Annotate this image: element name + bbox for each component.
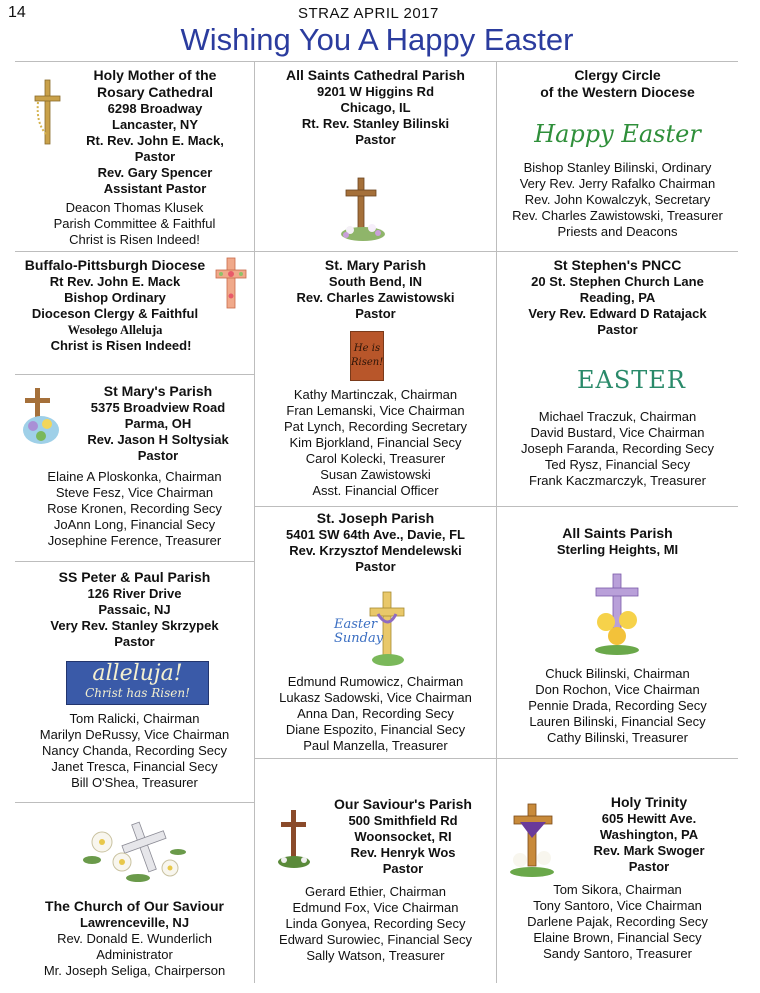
member-line: Anna Dan, Recording Secy [297,706,454,721]
member-line: Linda Gonyea, Recording Secy [285,916,466,931]
member-line: Priests and Deacons [557,224,678,239]
he-is-risen-badge [350,331,384,381]
parish-name: All Saints Parish [562,525,673,541]
pastor-role: Pastor [355,306,396,321]
member-line: Joseph Faranda, Recording Secy [521,441,714,456]
pastor-name: Rev. Donald E. Wunderlich [57,931,212,946]
parish-city: Lawrenceville, NJ [79,915,190,930]
art-text: Easter [334,617,378,632]
member-line: Edmund Fox, Vice Chairman [292,900,459,915]
group-name: of the Western Diocese [540,84,695,100]
member-line: Josephine Ference, Treasurer [47,533,222,548]
pastor-role: Administrator [96,947,173,962]
badge-text: He is [353,343,381,354]
parish-city: Woonsocket, RI [354,829,452,844]
badge-text: Risen! [351,357,384,368]
member-line: Tony Santoro, Vice Chairman [533,898,702,913]
divider [15,561,254,562]
member-line: Diane Espozito, Financial Secy [285,722,466,737]
member-line: David Bustard, Vice Chairman [530,425,705,440]
st-mary-parma-members [15,469,254,549]
divider [15,61,738,62]
member-line: Sandy Santoro, Treasurer [543,946,692,961]
pastor-name: Rt. Rev. John E. Mack, [86,133,224,148]
pastor-name: Very Rev. Edward D Ratajack [528,306,707,321]
member-line: Rev. Charles Zawistowski, Treasurer [512,208,723,223]
member-line: Ted Rysz, Financial Secy [544,457,691,472]
parish-name: The Church of Our Saviour [45,898,224,914]
member-line: Lauren Bilinski, Financial Secy [529,714,706,729]
cross-with-flowers-icon [17,386,65,446]
member-line: Janet Tresca, Financial Secy [51,759,218,774]
divider [254,506,738,507]
easter-sunday-text [334,618,384,646]
member-line: Tom Sikora, Chairman [553,882,682,897]
pastor-name: Rev. Henryk Wos [350,845,456,860]
parish-city: Sterling Heights, MI [556,542,679,557]
parish-name: St. Mary Parish [324,257,427,273]
pastor-name: Rev. Krzysztof Mendelewski [289,543,462,558]
parish-city: Chicago, IL [340,100,411,115]
alleluja-banner [66,661,209,705]
member-line: Deacon Thomas Klusek [65,200,204,215]
parish-city: Lancaster, NY [112,117,198,132]
our-saviour-ri-members [255,884,496,964]
page-title: Wishing You A Happy Easter [180,22,574,57]
member-line: Asst. Financial Officer [312,483,439,498]
greeting-line: Christ is Risen Indeed! [50,338,192,353]
diocese-name: Buffalo-Pittsburgh Diocese [24,257,206,273]
parish-name: All Saints Cathedral Parish [286,67,465,83]
our-saviour-nj-block [15,898,254,979]
member-line: Marilyn DeRussy, Vice Chairman [39,727,230,742]
member-line: Carol Kolecki, Treasurer [305,451,446,466]
ss-peter-paul-block [15,569,254,650]
pastor-role: Pastor [355,132,396,147]
pastor-role: Pastor [628,859,670,874]
pastor-name: Very Rev. Stanley Skrzypek [50,618,219,633]
cross-with-flowers-icon [276,808,312,870]
pastor-name: Rev. Mark Swoger [593,843,705,858]
happy-easter-script: Happy Easter [534,120,701,148]
parish-city: South Bend, IN [328,274,423,289]
greeting-polish: Wesołego Alleluja [67,323,163,337]
parish-city: Washington, PA [599,827,699,842]
parish-address: 5375 Broadview Road [90,400,226,415]
newspaper-header: STRAZ APRIL 2017 [298,5,439,22]
member-line: Pennie Drada, Recording Secy [528,698,707,713]
bishop-role: Bishop Ordinary [64,290,166,305]
member-line: Paul Manzella, Treasurer [303,738,448,753]
member-line: Gerard Ethier, Chairman [305,884,446,899]
our-saviour-ri-block [318,796,488,877]
pastor-name: Rev. Jason H Soltysiak [87,432,229,447]
member-line: Don Rochon, Vice Chairman [535,682,700,697]
st-stephen-block [497,257,738,338]
floral-cross-icon [78,812,190,886]
parish-city: Parma, OH [124,416,192,431]
pastor-role: Pastor [382,861,424,876]
st-joseph-block [255,510,496,575]
member-line: Tom Ralicki, Chairman [69,711,200,726]
holy-mother-cathedral-block [60,67,250,197]
member-line: Frank Kaczmarczyk, Treasurer [529,473,706,488]
pastor-role: Pastor [114,634,155,649]
member-line: Kathy Martinczak, Chairman [293,387,458,402]
page-number: 14 [8,4,26,21]
floral-cross-icon [214,256,248,310]
member-line: Bishop Stanley Bilinski, Ordinary [523,160,712,175]
member-line: Fran Lemanski, Vice Chairman [286,403,465,418]
divider [15,251,738,252]
parish-name: Holy Mother of the [93,67,217,83]
member-line: Mr. Joseph Seliga, Chairperson [43,963,226,978]
member-line: Elaine A Ploskonka, Chairman [47,469,222,484]
member-line: Edward Surowiec, Financial Secy [279,932,472,947]
assistant-pastor-name: Rev. Gary Spencer [97,165,213,180]
member-line: Steve Fesz, Vice Chairman [55,485,214,500]
member-line: Chuck Bilinski, Chairman [545,666,690,681]
member-line: Nancy Chanda, Recording Secy [42,743,227,758]
parish-name: St Mary's Parish [103,383,213,399]
parish-city: Reading, PA [579,290,656,305]
parish-address: 5401 SW 64th Ave., Davie, FL [286,527,465,542]
holy-trinity-members [497,882,738,962]
parish-address: 20 St. Stephen Church Lane [531,274,704,289]
cross-with-rosary-icon [32,78,62,146]
member-line: Pat Lynch, Recording Secretary [283,419,468,434]
parish-address: 605 Hewitt Ave. [601,811,697,826]
all-saints-sterling-block [497,525,738,558]
member-line: Elaine Brown, Financial Secy [533,930,702,945]
member-line: Christ is Risen Indeed! [69,232,200,247]
cross-with-lilies-icon [588,572,646,656]
member-line: Lukasz Sadowski, Vice Chairman [279,690,472,705]
st-mary-south-bend-block [255,257,496,322]
member-line: Rev. John Kowalczyk, Secretary [524,192,711,207]
member-line: Rose Kronen, Recording Secy [47,501,222,516]
divider [15,374,254,375]
pastor-role: Pastor [355,559,396,574]
group-name: Clergy Circle [574,67,661,83]
clergy-circle-heading [497,67,738,101]
banner-text: alleluja! [92,661,183,686]
pastor-role: Pastor [134,149,176,164]
cross-with-lilies-icon [338,176,388,242]
parish-name: Our Saviour's Parish [334,796,472,812]
st-mary-parma-block [60,383,256,464]
member-line: Cathy Bilinski, Treasurer [547,730,688,745]
member-line: Bill O'Shea, Treasurer [71,775,198,790]
st-stephen-members [497,409,738,489]
member-line: Sally Watson, Treasurer [306,948,445,963]
parish-name: St. Joseph Parish [316,510,435,526]
pastor-name: Rt. Rev. Stanley Bilinski [301,116,450,131]
cross-with-lilies-icon [506,802,560,878]
banner-text: Christ has Risen! [85,686,190,700]
parish-city: Passaic, NJ [98,602,171,617]
easter-logo: EASTER [577,366,686,394]
parish-address: 126 River Drive [87,586,182,601]
art-text: Sunday [334,631,384,646]
member-line: Michael Traczuk, Chairman [538,409,697,424]
member-line: JoAnn Long, Financial Secy [53,517,216,532]
holy-mother-committee [15,200,254,248]
parish-address: 6298 Broadway [107,101,203,116]
pastor-name: Rev. Charles Zawistowski [296,290,455,305]
parish-name: Rosary Cathedral [97,84,213,100]
assistant-pastor-role: Assistant Pastor [103,181,207,196]
st-mary-south-bend-members [255,387,496,499]
member-line: Very Rev. Jerry Rafalko Chairman [519,176,716,191]
all-saints-cathedral-block [255,67,496,148]
member-line: Parish Committee & Faithful [53,216,216,231]
member-line: Kim Bjorkland, Financial Secy [289,435,462,450]
buffalo-pittsburgh-block [15,257,215,354]
ss-peter-paul-members [15,711,254,791]
pastor-role: Pastor [137,448,179,463]
member-line: Susan Zawistowski [320,467,431,482]
holy-trinity-block [566,794,732,875]
parish-name: SS Peter & Paul Parish [58,569,211,585]
all-saints-sterling-members [497,666,738,746]
divider [15,802,254,803]
member-line: Edmund Rumowicz, Chairman [287,674,464,689]
st-joseph-members [255,674,496,754]
divider [254,758,738,759]
parish-address: 9201 W Higgins Rd [316,84,435,99]
parish-name: Holy Trinity [610,794,688,810]
parish-name: St Stephen's PNCC [553,257,682,273]
parish-address: 500 Smithfield Rd [348,813,458,828]
clergy-circle-members [497,160,738,240]
diocese-line: Dioceson Clergy & Faithful [31,306,199,321]
bishop-name: Rt Rev. John E. Mack [49,274,181,289]
pastor-role: Pastor [597,322,638,337]
member-line: Darlene Pajak, Recording Secy [527,914,708,929]
